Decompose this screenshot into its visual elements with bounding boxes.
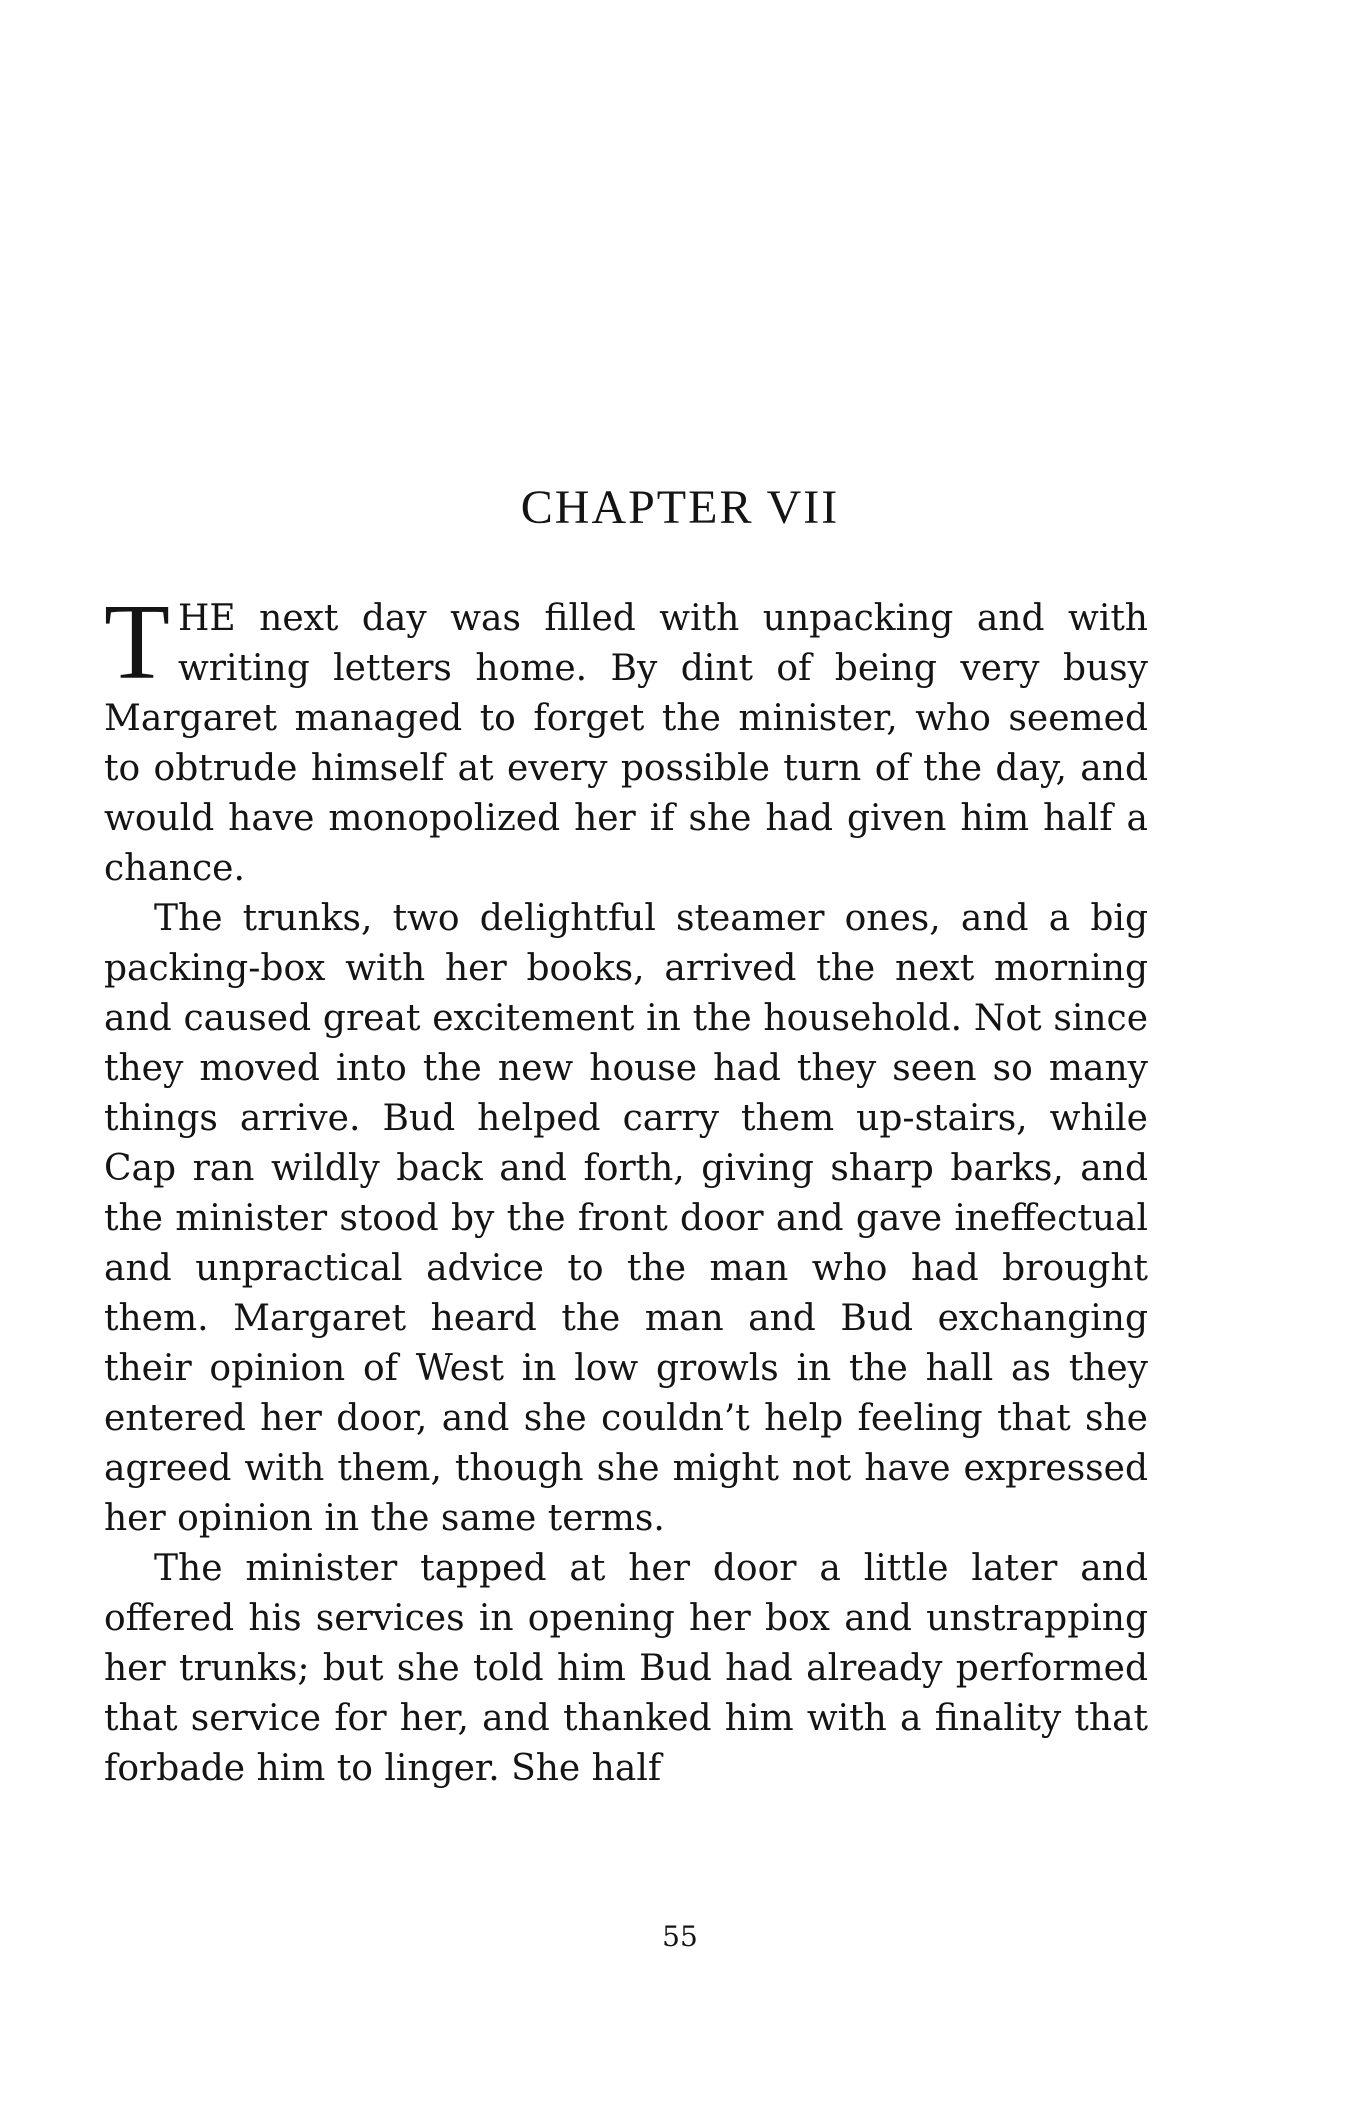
page-number: 55 [662,1920,698,1953]
paragraph-1 [104,583,1148,894]
paragraph-3: The minister tapped at her door a little later and offered his services in opening her box and unstrapping her trunks; but she told him Bud had already performed that service for her, and thanked him with a finality that forbade him to linger. She half [104,1548,1148,1789]
paragraph-2: The trunks, two delightful steamer ones, and a big packing-box with her books, arrived the next morning and caused great excitement in the household. Not since they moved into the new house had they seen so many things arrive. Bud helped carry them up-stairs, while Cap ran wildly back and forth, giving sharp barks, and the minister stood by the front door and gave ineffectual and unpractical advice to the man who had brought them. Margaret heard the man and Bud exchanging their opinion of West in low growls in the hall as they entered her door, and she couldn’t help feeling that she agreed with them, though she might not have expressed her opinion in the same terms. [104,898,1148,1539]
paragraph-1-text: HE next day was filled with unpacking and with writing letters home. By dint of being very busy Margaret managed to forget the minister, who seemed to obtrude himself at every possible turn of the day, and would have monopolized her if she had given him half a chance. [104,598,1148,889]
drop-cap: T [104,583,170,702]
chapter-text [104,583,1148,1794]
chapter-heading: CHAPTER VII [520,481,840,534]
